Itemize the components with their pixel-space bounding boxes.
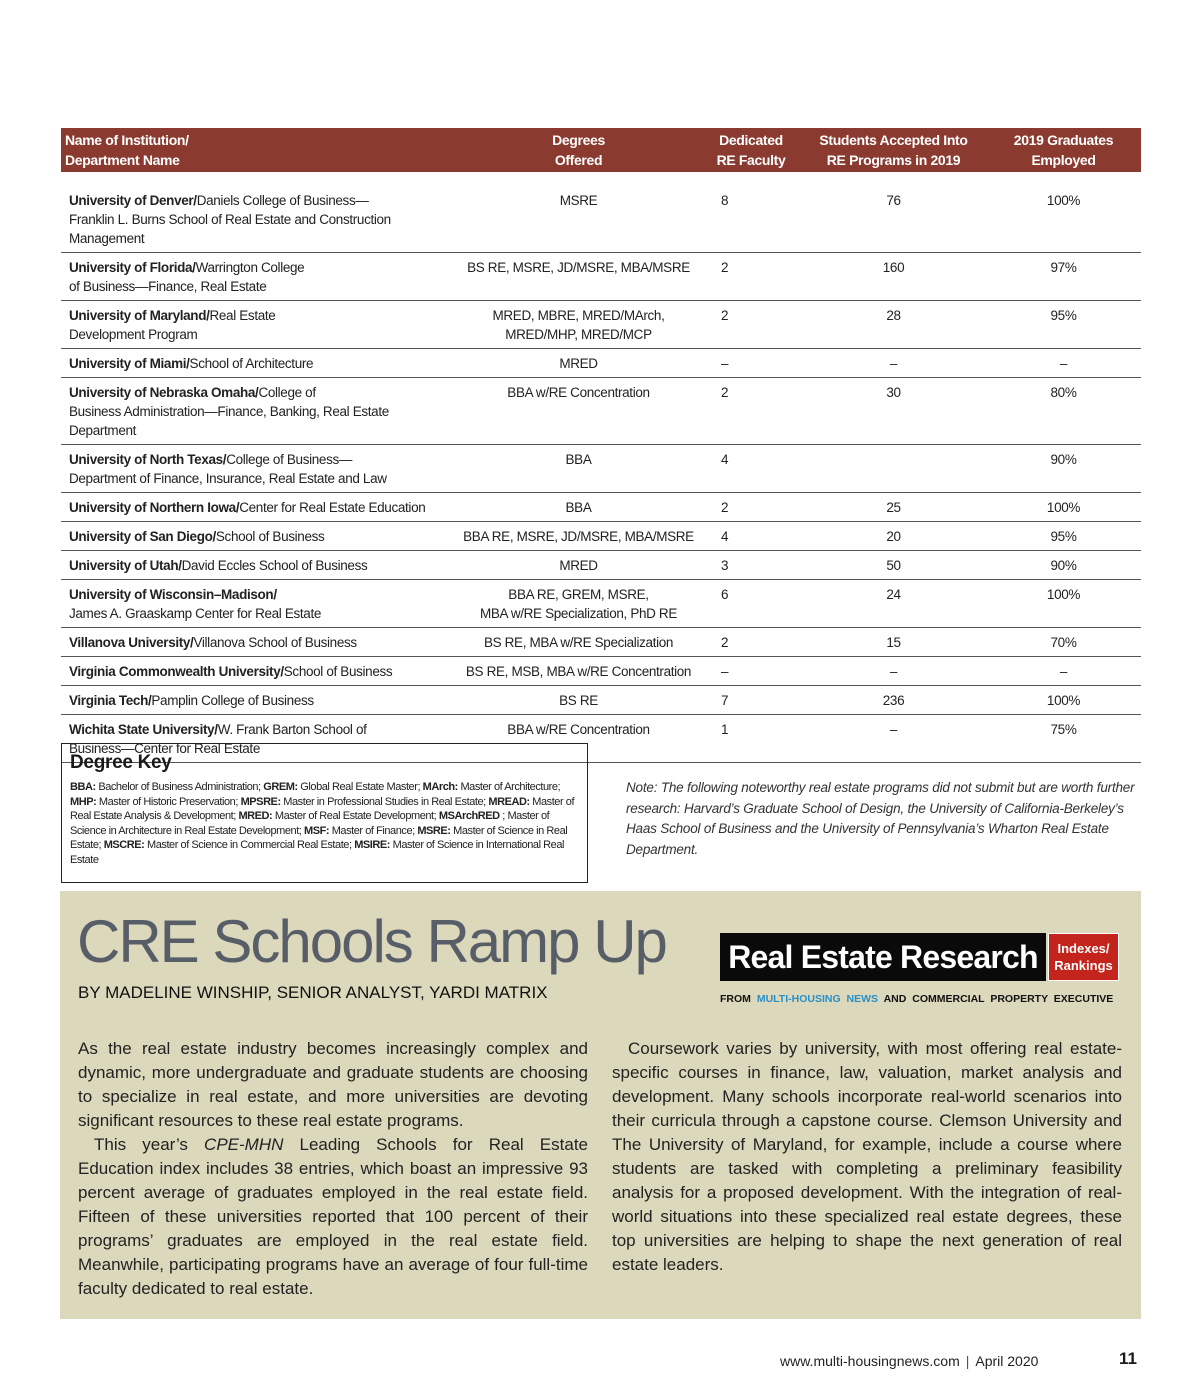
- employed-cell: 97%: [1050, 260, 1077, 275]
- degree-definition: Master of Science in Commercial Real Estate;: [147, 839, 352, 851]
- institution-name: University of Northern Iowa/: [69, 500, 240, 515]
- header-faculty: Dedicated RE Faculty: [716, 132, 786, 168]
- employed-cell: 100%: [1046, 193, 1081, 208]
- degrees-cell: MSRE: [559, 193, 598, 208]
- department-name: Center for Real Estate Education: [239, 500, 426, 515]
- students-cell: [801, 450, 986, 488]
- employed-cell: 70%: [1050, 635, 1077, 650]
- degrees-cell: BBA w/RE Concentration: [507, 385, 650, 400]
- headline: CRE Schools Ramp Up: [77, 908, 666, 975]
- table-row: [61, 580, 1141, 628]
- article-column-left: [78, 1037, 588, 1301]
- article-panel: [60, 891, 1141, 1319]
- department-name: Warrington College: [195, 260, 305, 275]
- degrees-cell: MRED: [559, 356, 598, 371]
- degree-abbr: MSArchRED: [438, 810, 500, 822]
- degrees-cell: BBA RE, MSRE, JD/MSRE, MBA/MSRE: [463, 529, 694, 544]
- department-name: School of Business: [283, 664, 393, 679]
- degree-abbr: GREM:: [263, 781, 298, 793]
- employed-cell: –: [1059, 356, 1068, 371]
- department-name-line: Franklin L. Burns School of Real Estate and Construction Management: [69, 212, 391, 246]
- employed-cell: 75%: [1050, 722, 1077, 737]
- degrees-cell: BBA: [565, 452, 592, 467]
- degrees-cell: BS RE, MBA w/RE Specialization: [483, 635, 674, 650]
- table-row: [61, 301, 1141, 349]
- article-paragraph: This year’s CPE-MHN Leading Schools for Real Estate Education index includes 38 entries, which boast an impressive 93 percent average of graduates employed in the real estate field. Fifteen of these universities reported that 100 percent of their programs’ graduates are employed in the real estate field. Meanwhile, participating programs have an average of four full-time faculty dedicated to real estate.: [78, 1135, 588, 1298]
- institution-cell: [61, 258, 456, 296]
- students-cell: –: [889, 722, 898, 737]
- institution-name: University of Utah/: [69, 558, 182, 573]
- faculty-cell: 2: [721, 500, 729, 515]
- institution-name: University of Denver/: [69, 193, 197, 208]
- institution-cell: [61, 662, 456, 681]
- students-cell: 50: [886, 558, 901, 573]
- table-row: [61, 253, 1141, 301]
- faculty-cell: 7: [721, 693, 729, 708]
- table-row: [61, 628, 1141, 657]
- faculty-cell: 4: [721, 529, 729, 544]
- faculty-cell: 1: [721, 722, 729, 737]
- degree-abbr: MRED:: [238, 810, 273, 822]
- department-name: School of Business: [215, 529, 325, 544]
- article-paragraph: Coursework varies by university, with most offering real estate-specific courses in finance, law, valuation, market analysis and development. Many schools incorporate real-world scenarios into their curricula through a capstone course. Clemson University and The University of Maryland, for example, include a course where students are tasked with completing a preliminary feasibility analysis for a proposed development. With the integration of real-world situations into these specialized real estate degrees, these top universities are helping to shape the next generation of real estate leaders.: [612, 1039, 1122, 1274]
- table-body: [61, 186, 1141, 763]
- degree-definition: Master of Science in Real Estate;: [70, 824, 568, 851]
- degrees-cell: BBA RE, GREM, MSRE, MBA w/RE Specialization, PhD RE: [480, 587, 677, 621]
- degrees-cell: MRED, MBRE, MRED/MArch, MRED/MHP, MRED/MCP: [492, 308, 665, 342]
- department-name: Pamplin College of Business: [151, 693, 314, 708]
- institution-name: University of Wisconsin–Madison/: [69, 587, 277, 602]
- department-name: College of: [258, 385, 316, 400]
- degree-definition: Global Real Estate Master;: [300, 781, 421, 793]
- institution-name: University of North Texas/: [69, 452, 227, 467]
- students-cell: –: [889, 664, 898, 679]
- department-name-line: Development Program: [69, 327, 198, 342]
- institution-cell: [61, 383, 456, 440]
- faculty-cell: 2: [721, 385, 729, 400]
- institution-name: University of Maryland/: [69, 308, 210, 323]
- degree-abbr: BBA:: [70, 781, 96, 793]
- institution-cell: [61, 450, 456, 488]
- department-name-line: Business—Center for Real Estate: [69, 741, 260, 756]
- institution-cell: [61, 191, 456, 248]
- table-row: [61, 349, 1141, 378]
- table-row: [61, 686, 1141, 715]
- institution-cell: [61, 527, 456, 546]
- degree-abbr: MREAD:: [488, 795, 530, 808]
- header-degrees: Degrees Offered: [552, 132, 605, 168]
- institution-cell: [61, 691, 456, 710]
- employed-cell: 100%: [1046, 693, 1081, 708]
- institution-name: University of Miami/: [69, 356, 190, 371]
- real-estate-research-badge: Real Estate Research: [720, 933, 1046, 981]
- department-name-line: James A. Graaskamp Center for Real Estate: [69, 606, 322, 621]
- degrees-cell: BS RE, MSRE, JD/MSRE, MBA/MSRE: [467, 260, 690, 275]
- schools-table: [61, 128, 1141, 763]
- degree-definition: Master of Historic Preservation;: [98, 795, 238, 808]
- institution-name: Villanova University/: [69, 635, 194, 650]
- degree-definition: Master of Architecture;: [460, 781, 561, 793]
- institution-cell: [61, 585, 456, 623]
- mhn-brand: MULTI-HOUSING NEWS: [756, 993, 879, 1005]
- footer-date: April 2020: [975, 1353, 1039, 1369]
- department-name: School of Architecture: [189, 356, 314, 371]
- degree-key-box: [61, 743, 588, 883]
- students-cell: 76: [886, 193, 901, 208]
- degree-definition: Master in Professional Studies in Real Estate;: [283, 795, 486, 808]
- institution-name: Virginia Tech/: [69, 693, 152, 708]
- students-cell: 30: [886, 385, 901, 400]
- note-text: Note: The following noteworthy real estate programs did not submit but are worth further research: Harvard’s Graduate School of Design, the University of California-Berkeley’s Haas School of Business and the University of Pennsylvania’s Wharton Real Estate Department.: [626, 780, 1135, 857]
- table-row: [61, 551, 1141, 580]
- employed-cell: 100%: [1046, 500, 1081, 515]
- faculty-cell: 2: [721, 308, 729, 323]
- table-row: [61, 493, 1141, 522]
- indexes-rankings-badge: Indexes/ Rankings: [1048, 933, 1119, 981]
- degree-abbr: MSCRE:: [103, 839, 145, 851]
- faculty-cell: 2: [721, 260, 729, 275]
- table-row: [61, 378, 1141, 445]
- article-column-right: [612, 1037, 1122, 1277]
- department-name-line: Department of Finance, Insurance, Real Estate and Law: [69, 471, 387, 486]
- department-name: Daniels College of Business—: [196, 193, 369, 208]
- institution-cell: [61, 354, 456, 373]
- institution-cell: [61, 633, 456, 652]
- degree-key-text: [70, 780, 579, 867]
- institution-name: University of Nebraska Omaha/: [69, 385, 259, 400]
- degrees-cell: BS RE: [559, 693, 598, 708]
- degree-definition: Master of Science in International Real Estate: [70, 839, 564, 866]
- employed-cell: 95%: [1050, 529, 1077, 544]
- degree-abbr: MHP:: [70, 795, 97, 808]
- department-name-line: of Business—Finance, Real Estate: [69, 279, 267, 294]
- students-cell: 25: [886, 500, 901, 515]
- students-cell: –: [889, 356, 898, 371]
- department-name: Real Estate: [209, 308, 276, 323]
- employed-cell: 90%: [1050, 558, 1077, 573]
- faculty-cell: –: [721, 664, 729, 679]
- faculty-cell: 6: [721, 587, 729, 602]
- department-name-line: Business Administration—Finance, Banking, Real Estate Department: [69, 404, 389, 438]
- table-row: [61, 186, 1141, 253]
- degree-abbr: MSRE:: [417, 824, 451, 837]
- employed-cell: –: [1059, 664, 1068, 679]
- students-cell: 236: [882, 693, 905, 708]
- table-row: [61, 522, 1141, 551]
- degrees-cell: MRED: [559, 558, 598, 573]
- faculty-cell: 8: [721, 193, 729, 208]
- employed-cell: 80%: [1050, 385, 1077, 400]
- degrees-cell: BBA: [565, 500, 592, 515]
- degree-abbr: MPSRE:: [240, 795, 281, 808]
- institution-name: University of Florida/: [69, 260, 196, 275]
- students-cell: 20: [886, 529, 901, 544]
- table-row: [61, 445, 1141, 493]
- degrees-cell: BBA w/RE Concentration: [507, 722, 650, 737]
- page-number: 11: [1119, 1349, 1137, 1368]
- footer-url[interactable]: www.multi-housingnews.com: [780, 1353, 960, 1369]
- students-cell: 15: [886, 635, 901, 650]
- from-line: FROM MULTI-HOUSING NEWS AND COMMERCIAL PROPERTY EXECUTIVE: [720, 993, 1114, 1005]
- institution-cell: [61, 498, 456, 517]
- degree-abbr: MArch:: [422, 781, 458, 793]
- students-cell: 160: [882, 260, 905, 275]
- header-students: Students Accepted Into RE Programs in 2019: [819, 132, 968, 168]
- institution-name: Wichita State University/: [69, 722, 218, 737]
- degree-key-title: Degree Key: [70, 752, 172, 773]
- degree-definition: Master of Finance;: [331, 824, 415, 837]
- table-header: [61, 128, 1141, 188]
- table-row: [61, 657, 1141, 686]
- footer: www.multi-housingnews.com | April 2020: [780, 1353, 1039, 1369]
- faculty-cell: 4: [721, 452, 729, 467]
- degrees-cell: BS RE, MSB, MBA w/RE Concentration: [465, 664, 692, 679]
- header-institution: Name of Institution/ Department Name: [65, 132, 189, 168]
- employed-cell: 95%: [1050, 308, 1077, 323]
- department-name: College of Business—: [226, 452, 353, 467]
- institution-name: Virginia Commonwealth University/: [69, 664, 284, 679]
- article-paragraph: As the real estate industry becomes increasingly complex and dynamic, more undergraduate and graduate students are choosing to specialize in real estate, and more universities are devoting significant resources to these real estate programs.: [78, 1039, 588, 1130]
- employed-cell: 100%: [1046, 587, 1081, 602]
- faculty-cell: –: [721, 356, 729, 371]
- institution-cell: [61, 306, 456, 344]
- students-cell: 24: [886, 587, 901, 602]
- degree-definition: ; Master of Science in Architecture in Real Estate Development;: [70, 810, 550, 837]
- degree-definition: Master of Real Estate Analysis & Development;: [70, 795, 575, 822]
- department-name: Villanova School of Business: [193, 635, 357, 650]
- faculty-cell: 3: [721, 558, 729, 573]
- byline: BY MADELINE WINSHIP, SENIOR ANALYST, YARDI MATRIX: [78, 983, 548, 1002]
- degree-abbr: MSF:: [304, 824, 330, 837]
- degree-abbr: MSIRE:: [354, 839, 390, 851]
- institution-cell: [61, 556, 456, 575]
- department-name: W. Frank Barton School of: [217, 722, 367, 737]
- institution-name: University of San Diego/: [69, 529, 216, 544]
- employed-cell: 90%: [1050, 452, 1077, 467]
- degree-definition: Master of Real Estate Development;: [274, 810, 437, 822]
- header-employed: 2019 Graduates Employed in RE Field (%): [1013, 132, 1114, 188]
- degree-definition: Bachelor of Business Administration;: [98, 781, 261, 793]
- faculty-cell: 2: [721, 635, 729, 650]
- department-name: David Eccles School of Business: [181, 558, 368, 573]
- students-cell: 28: [886, 308, 901, 323]
